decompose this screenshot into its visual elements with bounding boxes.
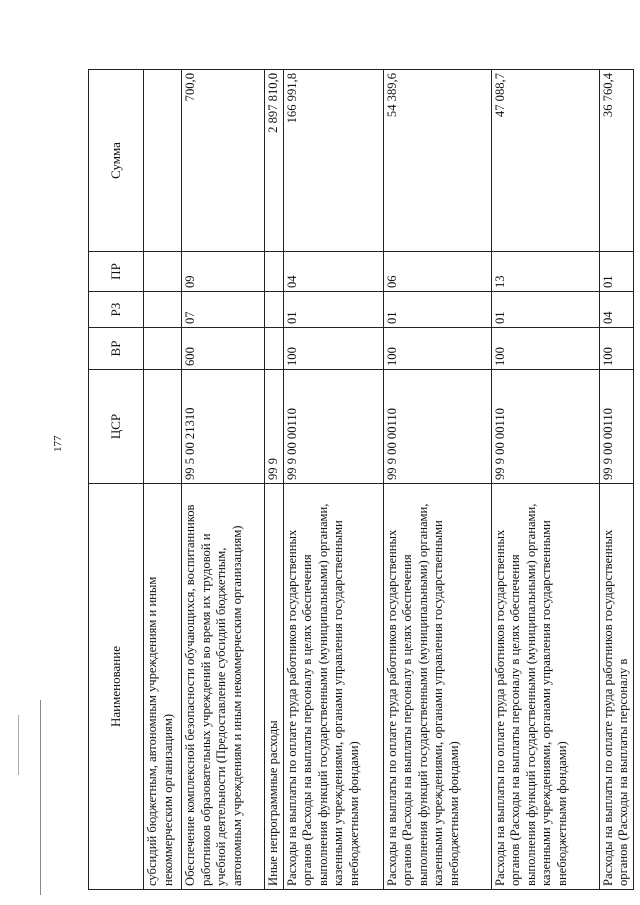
- cell-name: Обеспечение комплексной безопасности обучающихся, воспитанников работников образовательных учреждений во время их трудовой и учебной деятельности (Предоставление субсидий бюджетным, автономным учреждениям и иным некоммерческим организациям): [182, 484, 265, 890]
- table-row: [265, 70, 284, 890]
- cell-vr: 100: [599, 328, 633, 370]
- cell-csr: 99 9 00 00110: [491, 370, 599, 484]
- cell-sum: 2 897 810,0: [265, 70, 284, 252]
- table-header-row: [89, 70, 144, 890]
- cell-sum: 166 991,8: [283, 70, 383, 252]
- header-pr: ПР: [89, 252, 144, 292]
- cell-name: Расходы на выплаты по оплате труда работников государственных органов (Расходы на выплаты персоналу в целях обеспечения выполнения функций государственными (муниципальными) органами, казенными учреждениями, органами управления государственными внебюджетными фондами): [283, 484, 383, 890]
- cell-vr: 100: [491, 328, 599, 370]
- cell-pr: [265, 252, 284, 292]
- scan-edge-line: [18, 715, 19, 775]
- cell-name: Иные непрограммные расходы: [265, 484, 284, 890]
- cell-csr: 99 5 00 21310: [182, 370, 265, 484]
- header-name: Наименование: [89, 484, 144, 890]
- cell-sum: 36 760,4: [599, 70, 633, 252]
- cell-sum: 700,0: [182, 70, 265, 252]
- cell-name: Расходы на выплаты по оплате труда работников государственных органов (Расходы на выплаты персоналу в: [599, 484, 633, 890]
- cell-sum: 47 088,7: [491, 70, 599, 252]
- cell-rz: [144, 292, 182, 328]
- table-row: [182, 70, 265, 890]
- header-sum: Сумма: [89, 70, 144, 252]
- table-row: [144, 70, 182, 890]
- header-csr: ЦСР: [89, 370, 144, 484]
- cell-pr: 01: [599, 252, 633, 292]
- cell-vr: 600: [182, 328, 265, 370]
- cell-pr: [144, 252, 182, 292]
- cell-pr: 06: [383, 252, 491, 292]
- table-row: [491, 70, 599, 890]
- cell-sum: 54 389,6: [383, 70, 491, 252]
- cell-rz: 04: [599, 292, 633, 328]
- cell-name: Расходы на выплаты по оплате труда работников государственных органов (Расходы на выплаты персоналу в целях обеспечения выполнения функций государственными (муниципальными) органами, казенными учреждениями, органами управления государственными внебюджетными фондами): [383, 484, 491, 890]
- cell-rz: 01: [491, 292, 599, 328]
- table-row: [599, 70, 633, 890]
- cell-vr: [144, 328, 182, 370]
- cell-pr: 09: [182, 252, 265, 292]
- cell-name: субсидий бюджетным, автономным учреждениям и иным некоммерческим организациям): [144, 484, 182, 890]
- cell-csr: 99 9 00 00110: [383, 370, 491, 484]
- cell-csr: 99 9 00 00110: [599, 370, 633, 484]
- cell-vr: [265, 328, 284, 370]
- table-row: [383, 70, 491, 890]
- cell-csr: 99 9: [265, 370, 284, 484]
- cell-sum: [144, 70, 182, 252]
- rotated-table-wrapper: [88, 70, 630, 890]
- cell-rz: 01: [383, 292, 491, 328]
- cell-vr: 100: [383, 328, 491, 370]
- cell-rz: [265, 292, 284, 328]
- cell-pr: 13: [491, 252, 599, 292]
- budget-table: [88, 69, 634, 890]
- cell-vr: 100: [283, 328, 383, 370]
- cell-csr: 99 9 00 00110: [283, 370, 383, 484]
- page-number: 177: [52, 435, 64, 452]
- cell-rz: 07: [182, 292, 265, 328]
- cell-csr: [144, 370, 182, 484]
- table-row: [283, 70, 383, 890]
- cell-rz: 01: [283, 292, 383, 328]
- header-rz: РЗ: [89, 292, 144, 328]
- cell-pr: 04: [283, 252, 383, 292]
- cell-name: Расходы на выплаты по оплате труда работников государственных органов (Расходы на выплаты персоналу в целях обеспечения выполнения функций государственными (муниципальными) органами, казенными учреждениями, органами управления государственными внебюджетными фондами): [491, 484, 599, 890]
- header-vr: ВР: [89, 328, 144, 370]
- scan-edge-line: [40, 700, 41, 895]
